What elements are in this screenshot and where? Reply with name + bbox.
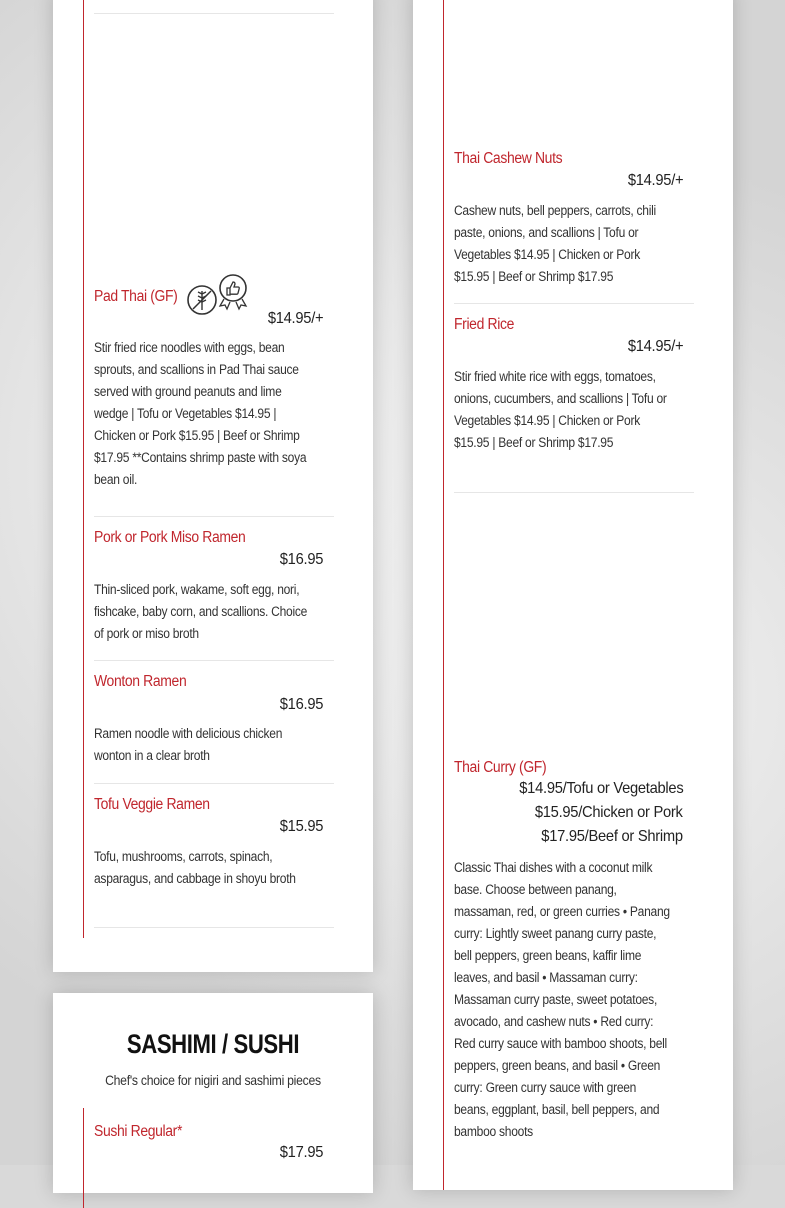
item-description: Tofu, mushrooms, carrots, spinach, asparagus, and cabbage in shoyu broth: [94, 849, 296, 886]
menu-list-right: [443, 0, 734, 1190]
item-price-line-1: $14.95/Tofu or Vegetables: [518, 780, 683, 797]
menu-card-left: [53, 0, 373, 972]
item-price-line-2: $15.95/Chicken or Pork: [535, 804, 683, 821]
divider-top: [94, 13, 334, 14]
item-description: Stir fried white rice with eggs, tomatoes, onions, cucumbers, and scallions | Tofu or Vegetables $14.95 | Chicken or Pork $15.95 | Beef or Shrimp $17.95: [454, 369, 667, 450]
menu-list-left: [83, 0, 374, 938]
item-price-line-3: $17.95/Beef or Shrimp: [541, 828, 683, 845]
item-name: Sushi Regular*: [94, 1123, 183, 1140]
item-name: Tofu Veggie Ramen: [94, 796, 210, 813]
item-price: $15.95: [279, 818, 323, 835]
menu-item-wonton-ramen[interactable]: [94, 673, 334, 784]
item-description: Classic Thai dishes with a coconut milk base. Choose between panang, massaman, red, or green curries • Panang curry: Lightly sweet panang curry paste, bell peppers, green beans, kaffir lime leaves, and basil • Massaman curry: Massaman curry paste, sweet potatoes, avocado, and cashew nuts • Red curry: Red curry sauce with bamboo shoots, bell peppers, green beans, and basil • Green curry: Green curry sauce with green beans, eggplant, basil, bell peppers, and bamboo shoots: [454, 860, 670, 1139]
item-price: $16.95: [279, 696, 323, 713]
menu-item-fried-rice[interactable]: [454, 316, 694, 493]
item-price: $14.95/+: [627, 338, 683, 355]
menu-card-sushi: [53, 993, 373, 1193]
menu-item-pork-ramen[interactable]: [94, 529, 334, 661]
item-name: Pork or Pork Miso Ramen: [94, 529, 246, 546]
menu-item-thai-cashew-nuts[interactable]: [454, 150, 694, 304]
menu-item-tofu-veggie-ramen[interactable]: [94, 796, 334, 928]
item-description: Ramen noodle with delicious chicken wonton in a clear broth: [94, 726, 283, 763]
menu-item-thai-curry[interactable]: [454, 759, 694, 1179]
item-name: Thai Curry (GF): [454, 759, 547, 776]
item-name: Wonton Ramen: [94, 673, 187, 690]
item-price: $17.95: [279, 1144, 323, 1161]
section-subtitle: Chef's choice for nigiri and sashimi pieces: [105, 1073, 321, 1088]
section-title: SASHIMI / SUSHI: [126, 1029, 300, 1059]
item-description: Thin-sliced pork, wakame, soft egg, nori, fishcake, baby corn, and scallions. Choice of pork or miso broth: [94, 582, 308, 641]
menu-item-pad-thai[interactable]: [94, 288, 334, 517]
item-price: $16.95: [279, 551, 323, 568]
menu-item-sushi-regular[interactable]: [94, 1123, 334, 1203]
recommended-icon: [216, 273, 250, 311]
item-name: Pad Thai (GF): [94, 288, 178, 305]
gluten-free-icon: [186, 284, 218, 316]
item-name: Thai Cashew Nuts: [454, 150, 563, 167]
item-description: Stir fried rice noodles with eggs, bean sprouts, and scallions in Pad Thai sauce served with ground peanuts and lime wedge | Tofu or Vegetables $14.95 | Chicken or Pork $15.95 | Beef or Shrimp $17.95 **Contains shrimp paste with soya bean oil.: [94, 340, 307, 487]
item-price: $14.95/+: [627, 172, 683, 189]
menu-card-right: [413, 0, 733, 1190]
item-name: Fried Rice: [454, 316, 514, 333]
item-price: $14.95/+: [267, 310, 323, 327]
item-description: Cashew nuts, bell peppers, carrots, chili paste, onions, and scallions | Tofu or Vegetables $14.95 | Chicken or Pork $15.95 | Beef or Shrimp $17.95: [454, 203, 656, 284]
menu-list-sushi: [83, 1108, 374, 1208]
